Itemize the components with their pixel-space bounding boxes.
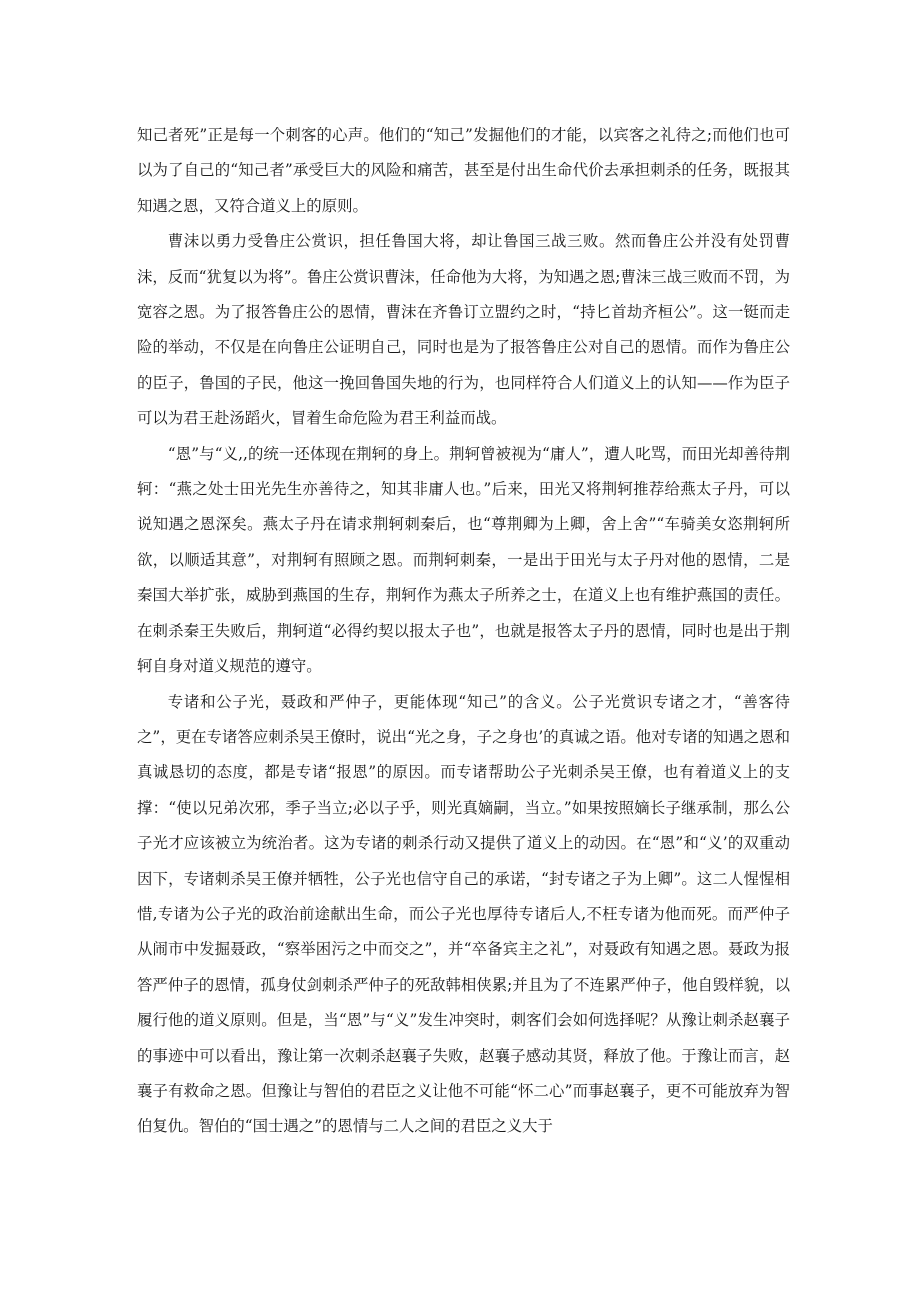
paragraph-1: 知己者死”正是每一个刺客的心声。他们的“知己”发掘他们的才能，以宾客之礼待之;而他们也可以为了自己的“知己者”承受巨大的风险和痛苦，甚至是付出生命代价去承担刺杀的任务，既报其知遇之恩，又符合道义上的原则。 [137, 126, 790, 215]
article-body [137, 118, 790, 1145]
paragraph-2: 曹沫以勇力受鲁庄公赏识，担任鲁国大将，却让鲁国三战三败。然而鲁庄公并没有处罚曹沫，反而“犹复以为将”。鲁庄公赏识曹沫，任命他为大将，为知遇之恩;曹沫三战三败而不罚，为宽容之恩。为了报答鲁庄公的恩情，曹沫在齐鲁订立盟约之时，“持匕首劫齐桓公”。这一铤而走险的举动，不仅是在向鲁庄公证明自己，同时也是为了报答鲁庄公对自己的恩情。而作为鲁庄公的臣子，鲁国的子民，他这一挽回鲁国失地的行为，也同样符合人们道义上的认知——作为臣子可以为君王赴汤蹈火，冒着生命危险为君王利益而战。 [137, 232, 790, 428]
paragraph-4: 专诸和公子光，聂政和严仲子，更能体现“知己”的含义。公子光赏识专诸之才，“善客待之”，更在专诸答应刺杀吴王僚时，说出“光之身，子之身也’的真诚之语。他对专诸的知遇之恩和真诚恳切的态度，都是专诸“报恩”的原因。而专诸帮助公子光刺杀吴王僚，也有着道义上的支撑：“使以兄弟次邪，季子当立;必以子乎，则光真嫡嗣，当立。”如果按照嫡长子继承制，那么公子光才应该被立为统治者。这为专诸的刺杀行动又提供了道义上的动因。在“恩”和“义’的双重动因下，专诸刺杀吴王僚并牺牲，公子光也信守自己的承诺，“封专诸之子为上卿”。这二人惺惺相惜,专诸为公子光的政治前途献出生命，而公子光也厚待专诸后人,不枉专诸为他而死。而严仲子从闹市中发掘聂政，“察举困污之中而交之”，并“卒备宾主之礼”，对聂政有知遇之恩。聂政为报答严仲子的恩情，孤身仗剑刺杀严仲子的死敌韩相侠累;并且为了不连累严仲子，他自毁样貌，以履行他的道义原则。但是，当“恩”与“义”发生冲突时，刺客们会如何选择呢？从豫让刺杀赵襄子的事迹中可以看出，豫让第一次刺杀赵襄子失败，赵襄子感动其贤，释放了他。于豫让而言，赵襄子有救命之恩。但豫让与智伯的君臣之义让他不可能“怀二心”而事赵襄子，更不可能放弃为智伯复仇。智伯的“国士遇之”的恩情与二人之间的君臣之义大于 [137, 692, 790, 1136]
paragraph-3: “恩”与“义,,的统一还体现在荆轲的身上。荆轲曾被视为“庸人”，遭人叱骂，而田光却善待荆轲：“燕之处士田光先生亦善待之，知其非庸人也。”后来，田光又将荆轲推荐给燕太子丹，可以说知遇之恩深矣。燕太子丹在请求荆轲刺秦后，也“尊荆卿为上卿，舍上舍”“车骑美女恣荆轲所欲，以顺适其意”，对荆轲有照顾之恩。而荆轲刺秦，一是出于田光与太子丹对他的恩情，二是秦国大举扩张，威胁到燕国的生存，荆轲作为燕太子所养之士，在道义上也有维护燕国的责任。在刺杀秦王失败后，荆轲道“必得约契以报太子也”，也就是报答太子丹的恩情，同时也是出于荆轲自身对道义规范的遵守。 [137, 444, 790, 676]
